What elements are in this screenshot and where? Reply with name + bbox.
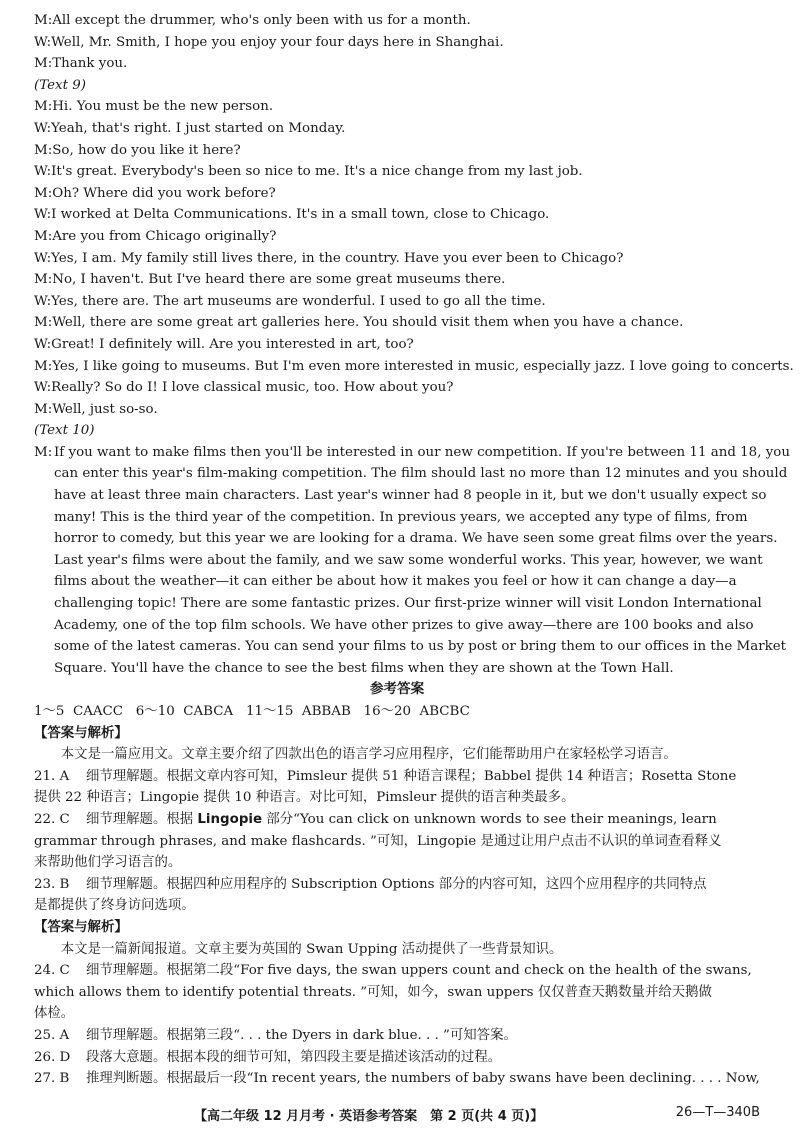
- question-22: [34, 809, 760, 831]
- speaker-label: M:: [34, 272, 53, 288]
- dialogue-text: Thank you.: [52, 56, 128, 72]
- text10-monologue: [34, 442, 790, 680]
- speaker-label: W:: [34, 380, 52, 396]
- speaker-label: M:: [34, 444, 53, 460]
- dialogue-text: Yes, there are. The art museums are wonderful. I used to go all the time.: [51, 293, 546, 309]
- monologue-line: Last year's films were about the family, and we saw some wonderful works. This year, however, we want: [54, 552, 763, 568]
- question-number: 21. A: [34, 768, 70, 784]
- monologue-line: can enter this year's film-making competition. The film should last no more than 12 minutes and you should: [54, 466, 788, 482]
- text9-label: (Text 9): [34, 77, 86, 93]
- speaker-label: W:: [34, 293, 52, 309]
- dialogue-text: Well, just so-so.: [52, 401, 158, 417]
- dialogue-line: [34, 204, 760, 226]
- footer-code: 26—T—340B: [675, 1105, 760, 1120]
- question-number: 26. D: [34, 1049, 71, 1065]
- dialogue-text: It's great. Everybody's been so nice to me. It's a nice change from my last job.: [51, 164, 583, 180]
- dialogue-block-b: [34, 96, 794, 420]
- answers-heading: 参考答案: [369, 681, 425, 698]
- dialogue-text: Are you from Chicago originally?: [52, 228, 277, 244]
- dialogue-text: Hi. You must be the new person.: [52, 99, 274, 115]
- dialogue-text: I worked at Delta Communications. It's in a small town, close to Chicago.: [51, 207, 550, 223]
- dialogue-line: [34, 248, 760, 270]
- speaker-label: M:: [34, 228, 53, 244]
- speaker-label: W:: [34, 164, 52, 180]
- dialogue-line: [34, 226, 760, 248]
- question-25: [34, 1025, 760, 1047]
- dialogue-line: [34, 291, 760, 313]
- speaker-label: M:: [34, 142, 53, 158]
- dialogue-line: [34, 312, 760, 334]
- monologue-line: horror to comedy, but this year we are looking for a drama. We have seen some great films over the years.: [54, 531, 778, 547]
- monologue-line: films about the weather—it can either be about how it makes you feel or how it can change a day—a: [54, 574, 737, 590]
- question-number: 23. B: [34, 876, 70, 892]
- section2-intro: 本文是一篇新闻报道。文章主要为英国的 Swan Upping 活动提供了一些背景知识。: [60, 941, 563, 957]
- page-footer: [34, 1105, 760, 1124]
- question-number: 22. C: [34, 811, 70, 827]
- explanation-line: grammar through phrases, and make flashcards. ”可知，Lingopie 是通过让用户点击不认识的单词查看释义: [34, 833, 722, 849]
- dialogue-line: [34, 183, 760, 205]
- lingopie-bold: Lingopie: [197, 811, 263, 827]
- explanation-line: 细节理解题。根据第三段“. . . the Dyers in dark blue. . . ”可知答案。: [86, 1027, 517, 1043]
- question-number: 27. B: [34, 1071, 70, 1087]
- dialogue-text: Yeah, that's right. I just started on Monday.: [51, 120, 346, 136]
- text10-label: (Text 10): [34, 423, 95, 439]
- monologue-line: If you want to make films then you'll be interested in our new competition. If you're between 11 and 18, you: [54, 444, 790, 460]
- speaker-label: W:: [34, 250, 52, 266]
- dialogue-line: [34, 399, 760, 421]
- dialogue-text: No, I haven't. But I've heard there are some great museums there.: [52, 272, 506, 288]
- dialogue-line: [34, 96, 760, 118]
- speaker-label: W:: [34, 120, 52, 136]
- explanation-line: 细节理解题。根据文章内容可知，Pimsleur 提供 51 种语言课程；Babbel 提供 14 种语言；Rosetta Stone: [86, 768, 737, 784]
- speaker-label: W:: [34, 336, 52, 352]
- dialogue-line: [34, 140, 760, 162]
- question-27: [34, 1068, 760, 1090]
- explanation-line: 是都提供了终身访问选项。: [34, 898, 195, 914]
- dialogue-text: All except the drummer, who's only been with us for a month.: [52, 13, 471, 28]
- dialogue-text: Well, there are some great art galleries here. You should visit them when you have a chance.: [52, 315, 684, 331]
- speaker-label: M:: [34, 13, 53, 28]
- dialogue-text: Yes, I am. My family still lives there, in the country. Have you ever been to Chicago?: [51, 250, 624, 266]
- dialogue-text: Oh? Where did you work before?: [52, 185, 276, 201]
- explanation-line: 推理判断题。根据最后一段“In recent years, the numbers of baby swans have been declining. . . . Now,: [86, 1071, 760, 1087]
- question-number: 24. C: [34, 963, 70, 979]
- section1-intro: 本文是一篇应用文。文章主要介绍了四款出色的语言学习应用程序，它们能帮助用户在家轻松学习语言。: [60, 747, 677, 763]
- question-21: [34, 766, 760, 788]
- explanation-prefix: 细节理解题。根据: [86, 811, 198, 827]
- speaker-label: M:: [34, 358, 53, 374]
- dialogue-text: Great! I definitely will. Are you interested in art, too?: [51, 336, 414, 352]
- monologue-line: Square. You'll have the chance to see the best films when they are shown at the Town Hall.: [54, 660, 674, 676]
- explanation-line: which allows them to identify potential threats. ”可知，如今，swan uppers 仅仅普查天鹅数量并给天鹅做: [34, 984, 712, 1000]
- monologue-line: many! This is the third year of the competition. In previous years, we accepted any type of films, from: [54, 509, 748, 525]
- dialogue-line: [34, 161, 760, 183]
- footer-title: 【高二年级 12 月月考 · 英语参考答案 第 2 页(共 4 页)】: [194, 1109, 544, 1124]
- question-24: [34, 960, 760, 982]
- dialogue-line: [34, 377, 760, 399]
- section1-heading: 【答案与解析】: [34, 725, 128, 741]
- dialogue-line: [34, 334, 760, 356]
- dialogue-line: [34, 32, 760, 54]
- explanation-line: 段落大意题。根据本段的细节可知，第四段主要是描述该活动的过程。: [86, 1049, 502, 1065]
- question-26: [34, 1047, 760, 1069]
- speaker-label: M:: [34, 401, 53, 417]
- speaker-label: W:: [34, 34, 52, 50]
- explanation-line: 细节理解题。根据第二段“For five days, the swan uppers count and check on the health of the swans,: [86, 963, 752, 979]
- speaker-label: M:: [34, 315, 53, 331]
- speaker-label: M:: [34, 56, 53, 72]
- explanation-line: 细节理解题。根据四种应用程序的 Subscription Options 部分的内容可知，这四个应用程序的共同特点: [86, 876, 707, 892]
- dialogue-text: So, how do you like it here?: [52, 142, 241, 158]
- explanation-line: 部分“You can click on unknown words to see their meanings, learn: [262, 811, 717, 827]
- answer-key: 1～5 CAACC 6～10 CABCA 11～15 ABBAB 16～20 ABCBC: [34, 704, 470, 719]
- monologue-line: challenging topic! There are some fantastic prizes. Our first-prize winner will visit London International: [54, 596, 762, 612]
- monologue-line: have at least three main characters. Last year's winner had 8 people in it, but we don't usually expect so: [54, 488, 767, 504]
- dialogue-line: [34, 53, 760, 75]
- dialogue-block-a: [34, 10, 760, 75]
- explanation-line: 提供 22 种语言；Lingopie 提供 10 种语言。对比可知，Pimsleur 提供的语言种类最多。: [34, 790, 575, 806]
- explanation-line: 体检。: [34, 1006, 75, 1022]
- monologue-line: Academy, one of the top film schools. We have other prizes to give away—there are 100 books and also: [54, 617, 754, 633]
- section2-heading: 【答案与解析】: [34, 919, 128, 935]
- speaker-label: M:: [34, 99, 53, 115]
- monologue-line: some of the latest cameras. You can send your films to us by post or bring them to our offices in the Market: [54, 639, 787, 655]
- speaker-label: M:: [34, 185, 53, 201]
- question-23: [34, 874, 760, 896]
- dialogue-line: [34, 10, 760, 32]
- dialogue-line: [34, 356, 794, 378]
- dialogue-line: [34, 118, 760, 140]
- speaker-label: W:: [34, 207, 52, 223]
- dialogue-text: Really? So do I! I love classical music, too. How about you?: [51, 380, 454, 396]
- question-number: 25. A: [34, 1027, 70, 1043]
- dialogue-text: Yes, I like going to museums. But I'm even more interested in music, especially jazz. I love going to concerts.: [52, 358, 794, 374]
- dialogue-text: Well, Mr. Smith, I hope you enjoy your four days here in Shanghai.: [51, 34, 504, 50]
- dialogue-line: [34, 269, 760, 291]
- explanation-line: 来帮助他们学习语言的。: [34, 855, 182, 871]
